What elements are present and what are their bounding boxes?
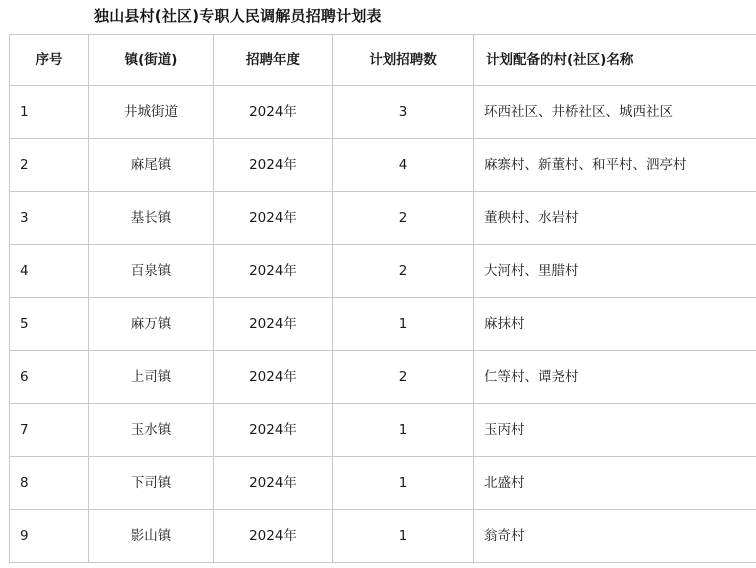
- cell-count: 2: [333, 245, 474, 298]
- table-row: [10, 298, 756, 351]
- cell-count: 4: [333, 139, 474, 192]
- cell-no: 7: [10, 404, 89, 457]
- cell-count: 1: [333, 510, 474, 563]
- cell-town: 基长镇: [89, 192, 214, 245]
- table-row: [10, 245, 756, 298]
- cell-year: 2024年: [214, 139, 333, 192]
- cell-year: 2024年: [214, 86, 333, 139]
- cell-names: 麻寨村、新董村、和平村、泗亭村: [474, 139, 756, 192]
- cell-town: 上司镇: [89, 351, 214, 404]
- cell-names: 北盛村: [474, 457, 756, 510]
- cell-year: 2024年: [214, 192, 333, 245]
- cell-no: 4: [10, 245, 89, 298]
- column-header-names: 计划配备的村(社区)名称: [474, 35, 756, 86]
- cell-year: 2024年: [214, 510, 333, 563]
- table-row: [10, 404, 756, 457]
- cell-names: 麻抹村: [474, 298, 756, 351]
- cell-no: 3: [10, 192, 89, 245]
- cell-year: 2024年: [214, 245, 333, 298]
- column-header-count: 计划招聘数: [333, 35, 474, 86]
- cell-no: 2: [10, 139, 89, 192]
- column-header-no: 序号: [10, 35, 89, 86]
- cell-names: 玉丙村: [474, 404, 756, 457]
- table-row: [10, 510, 756, 563]
- cell-no: 9: [10, 510, 89, 563]
- cell-names: 仁等村、谭尧村: [474, 351, 756, 404]
- table-row: [10, 351, 756, 404]
- cell-town: 百泉镇: [89, 245, 214, 298]
- cell-no: 6: [10, 351, 89, 404]
- cell-names: 翁奇村: [474, 510, 756, 563]
- table-row: [10, 457, 756, 510]
- cell-names: 环西社区、井桥社区、城西社区: [474, 86, 756, 139]
- cell-town: 麻万镇: [89, 298, 214, 351]
- cell-town: 影山镇: [89, 510, 214, 563]
- table-row: [10, 139, 756, 192]
- cell-year: 2024年: [214, 298, 333, 351]
- cell-count: 1: [333, 457, 474, 510]
- cell-count: 1: [333, 298, 474, 351]
- cell-town: 下司镇: [89, 457, 214, 510]
- cell-year: 2024年: [214, 404, 333, 457]
- table-row: [10, 86, 756, 139]
- cell-names: 董秧村、水岩村: [474, 192, 756, 245]
- cell-no: 1: [10, 86, 89, 139]
- cell-count: 3: [333, 86, 474, 139]
- table-header-row: [10, 35, 756, 86]
- cell-town: 麻尾镇: [89, 139, 214, 192]
- cell-year: 2024年: [214, 457, 333, 510]
- cell-year: 2024年: [214, 351, 333, 404]
- cell-town: 井城街道: [89, 86, 214, 139]
- cell-no: 8: [10, 457, 89, 510]
- cell-count: 2: [333, 192, 474, 245]
- cell-no: 5: [10, 298, 89, 351]
- column-header-town: 镇(街道): [89, 35, 214, 86]
- page-title: 独山县村(社区)专职人民调解员招聘计划表: [94, 7, 382, 25]
- cell-town: 玉水镇: [89, 404, 214, 457]
- cell-count: 2: [333, 351, 474, 404]
- cell-count: 1: [333, 404, 474, 457]
- cell-names: 大河村、里腊村: [474, 245, 756, 298]
- column-header-year: 招聘年度: [214, 35, 333, 86]
- recruitment-plan-table: [9, 34, 756, 563]
- table-row: [10, 192, 756, 245]
